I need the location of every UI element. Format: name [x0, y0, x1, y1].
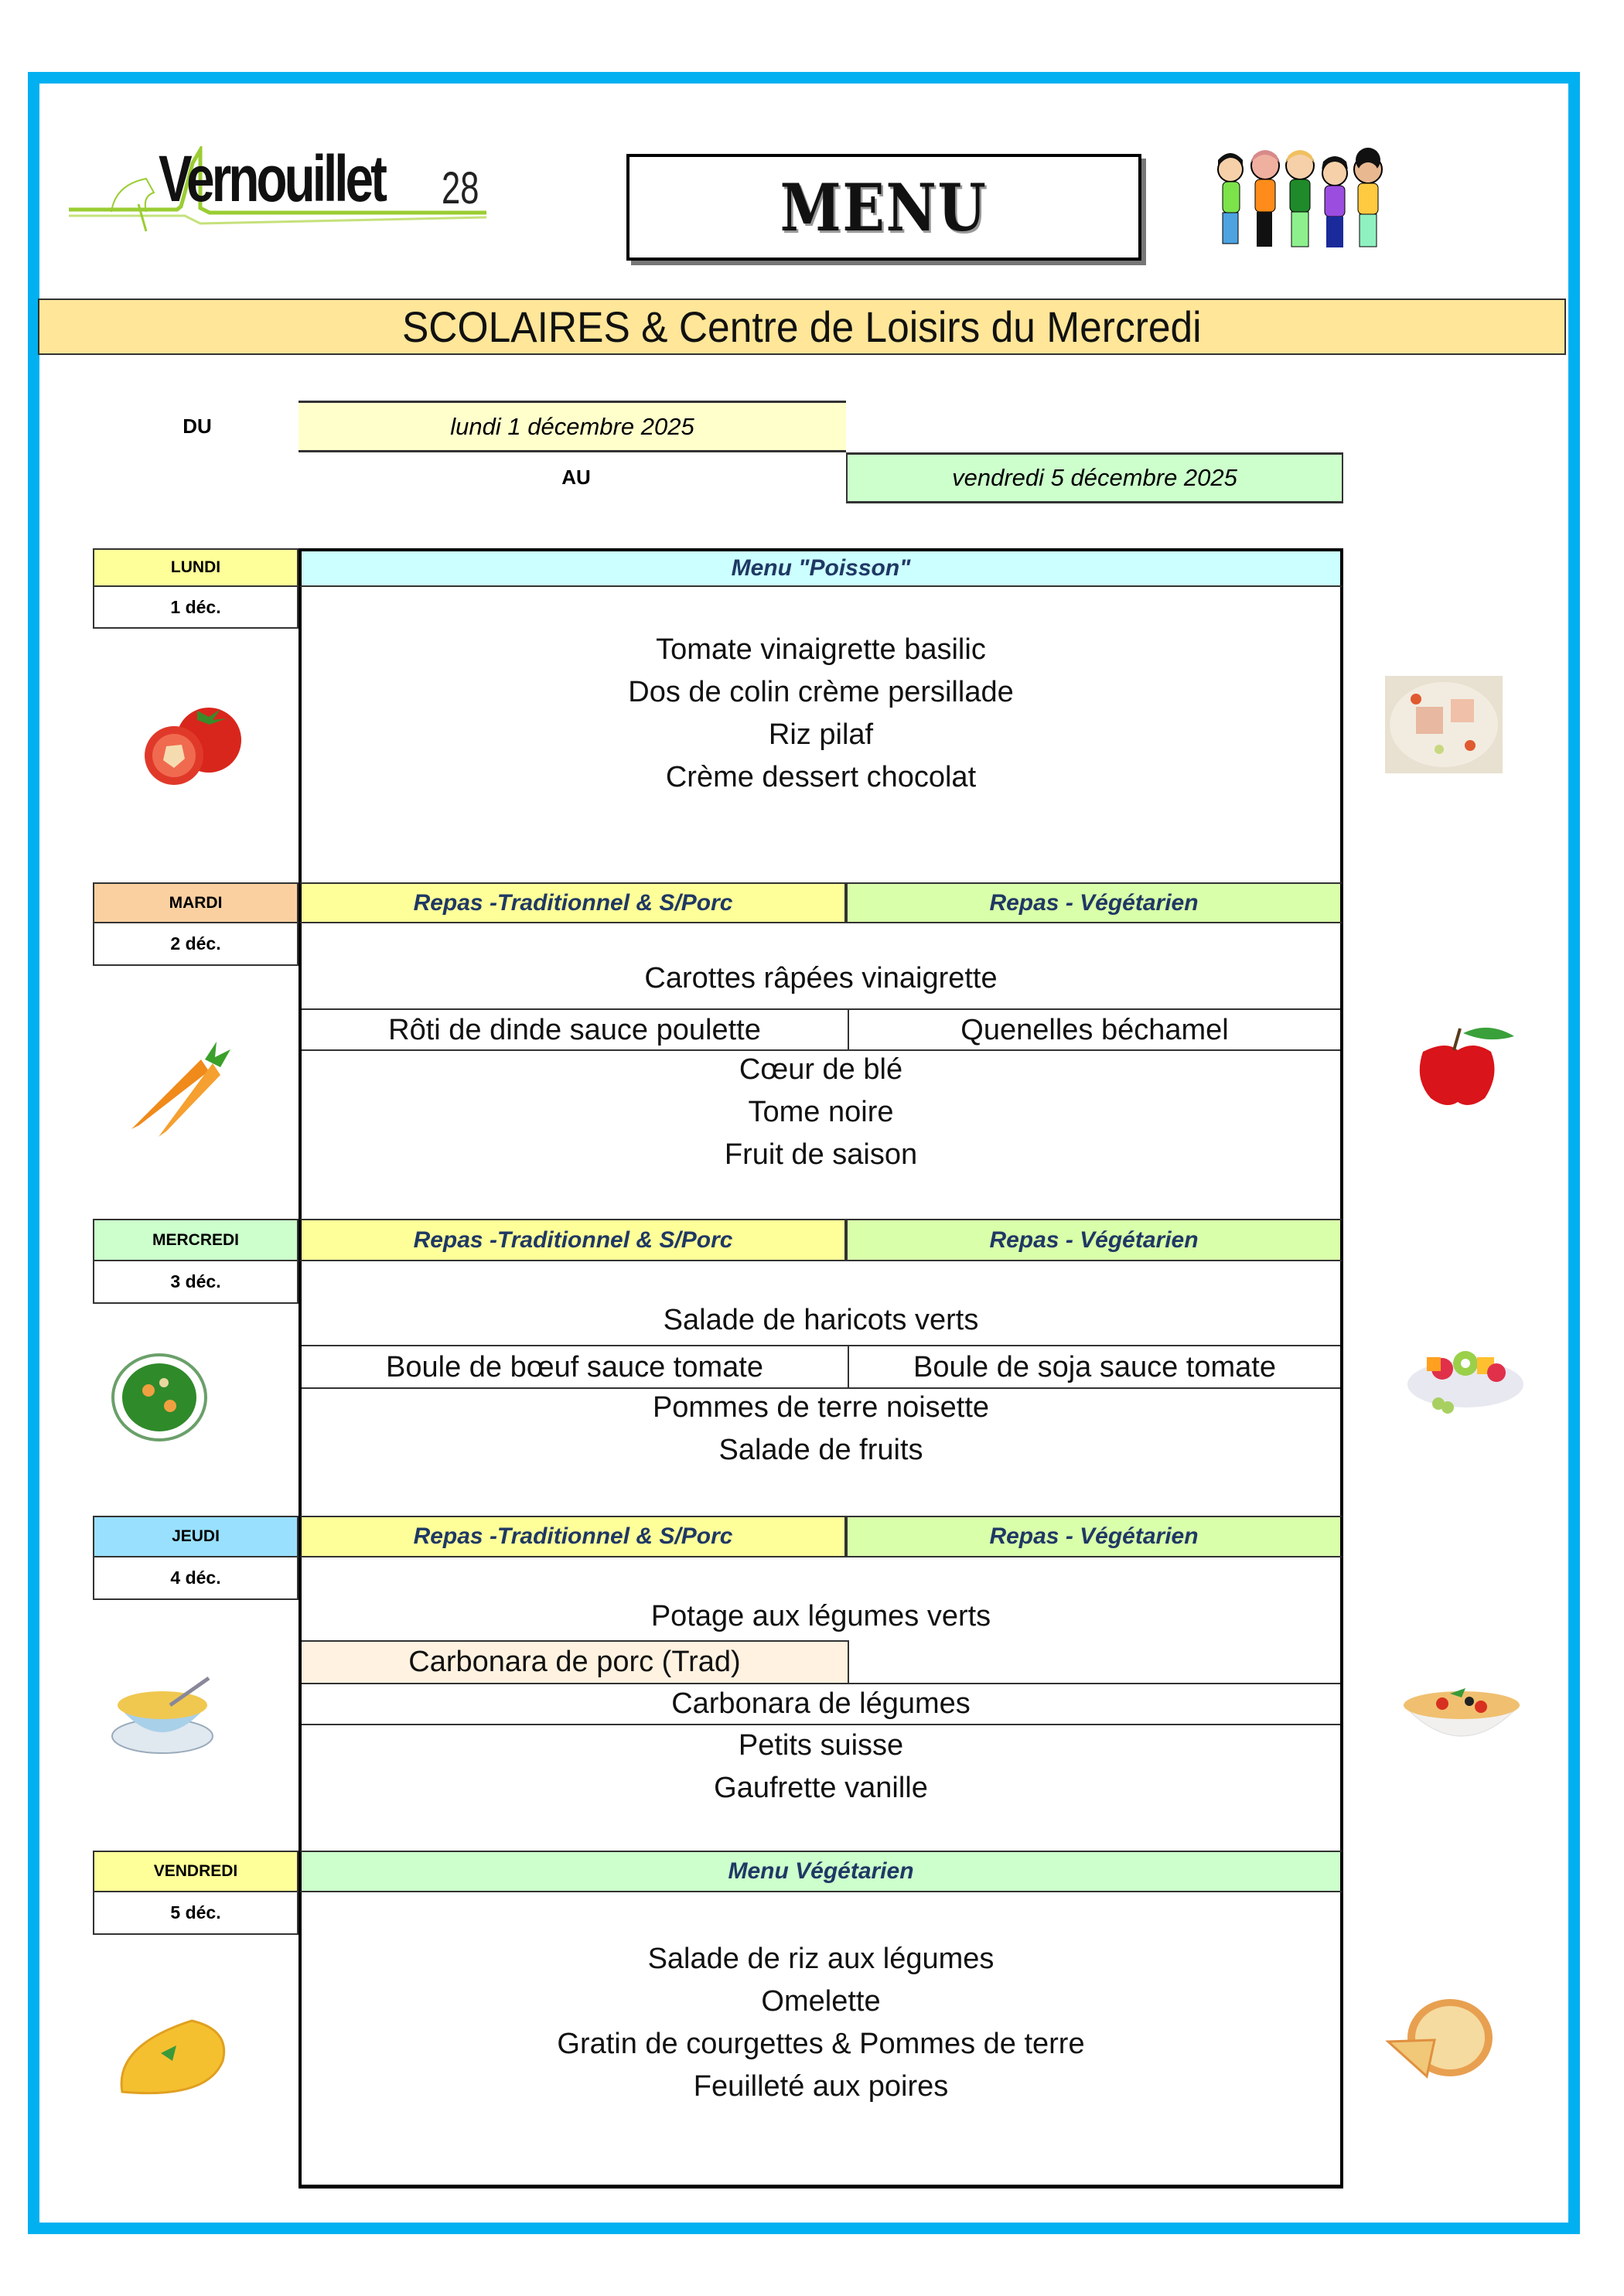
page-subtitle: SCOLAIRES & Centre de Loisirs du Mercredi	[402, 302, 1202, 351]
day-date-lundi: 1 déc.	[93, 587, 299, 629]
day-date-mercredi: 3 déc.	[93, 1261, 299, 1304]
to-label: AU	[561, 466, 591, 489]
main-course-row	[302, 1345, 1340, 1389]
to-date	[846, 452, 1343, 503]
day-label-jeudi: JEUDI	[93, 1516, 299, 1557]
dish: Pommes de terre noisette	[652, 1391, 990, 1424]
day-label-mercredi: MERCREDI	[93, 1219, 299, 1261]
header-traditionnel-text: Repas -Traditionnel & S/Porc	[413, 1226, 733, 1253]
dish: Tome noire	[748, 1096, 894, 1128]
day-label-mardi: MARDI	[93, 882, 299, 923]
dish: Omelette	[761, 1985, 881, 2018]
main-course-row	[302, 1008, 1340, 1051]
menu-title-box	[626, 154, 1141, 261]
menu-title-vegetarien: Menu Végétarien	[728, 1858, 914, 1884]
dish: Petits suisse	[738, 1729, 904, 1762]
menu-body-vendredi	[299, 1892, 1343, 2189]
menu-title-poisson: Menu "Poisson"	[731, 555, 911, 581]
menu-body-mardi	[299, 923, 1343, 1219]
omelette-icon	[114, 2015, 238, 2103]
child-figure-icon	[1218, 153, 1243, 244]
green-beans-icon	[110, 1352, 209, 1443]
day-date-mardi: 2 déc.	[93, 923, 299, 966]
dish-main-traditionnel: Carbonara de porc (Trad)	[302, 1640, 849, 1683]
dish: Salade de riz aux légumes	[647, 1943, 995, 1975]
dish-starter: Potage aux légumes verts	[650, 1600, 991, 1632]
vernouillet-logo	[69, 142, 486, 235]
dish: Gratin de courgettes & Pommes de terre	[557, 2028, 1085, 2060]
menu-header-vegetarien	[846, 1219, 1343, 1261]
dish: Fruit de saison	[724, 1138, 918, 1171]
menu-header-traditionnel	[299, 882, 846, 923]
menu-header-vegetarien	[846, 1516, 1343, 1557]
from-label: DU	[183, 415, 212, 438]
header-traditionnel-text: Repas -Traditionnel & S/Porc	[413, 889, 733, 916]
header-vegetarien-text: Repas - Végétarien	[989, 889, 1199, 916]
day-date-jeudi: 4 déc.	[93, 1557, 299, 1600]
header-traditionnel-text: Repas -Traditionnel & S/Porc	[413, 1523, 733, 1549]
kids-illustration	[1199, 146, 1402, 252]
fish-stew-photo	[1385, 676, 1503, 773]
day-label-vendredi: VENDREDI	[93, 1851, 299, 1892]
carrots-icon	[116, 1040, 240, 1137]
from-date	[299, 401, 846, 452]
dish: Dos de colin crème persillade	[628, 676, 1014, 708]
dish: Riz pilaf	[768, 718, 874, 751]
dish-starter: Carottes râpées vinaigrette	[644, 962, 998, 994]
header-vegetarien-text: Repas - Végétarien	[989, 1226, 1199, 1253]
dish: Gaufrette vanille	[714, 1772, 928, 1804]
subtitle-band	[38, 299, 1566, 355]
dish: Cœur de blé	[739, 1053, 903, 1086]
menu-header-traditionnel	[299, 1516, 846, 1557]
menu-header-traditionnel	[299, 1219, 846, 1261]
soup-bowl-icon	[108, 1674, 217, 1759]
pear-tart-icon	[1384, 1995, 1496, 2080]
menu-header-vegetarien	[846, 882, 1343, 923]
menu-body-lundi	[299, 587, 1343, 882]
dish-main-traditionnel: Boule de bœuf sauce tomate	[302, 1346, 849, 1389]
menu-header-vegetarien	[299, 1851, 1343, 1892]
pasta-bowl-icon	[1396, 1674, 1527, 1752]
tomato-icon	[135, 700, 251, 789]
dish: Feuilleté aux poires	[693, 2070, 949, 2103]
dish-main-traditionnel: Rôti de dinde sauce poulette	[302, 1010, 849, 1051]
day-label-lundi: LUNDI	[93, 548, 299, 587]
dish: Tomate vinaigrette basilic	[656, 633, 986, 666]
menu-body-jeudi	[299, 1557, 1343, 1851]
to-date-text: vendredi 5 décembre 2025	[952, 464, 1237, 491]
apple-icon	[1400, 1021, 1520, 1110]
dish-main-vegetarien: Carbonara de légumes	[302, 1683, 1340, 1725]
dish-main-vegetarien: Quenelles béchamel	[960, 1014, 1229, 1046]
page-title: MENU	[780, 169, 988, 246]
dish: Crème dessert chocolat	[665, 761, 977, 793]
dish-main-vegetarien: Boule de soja sauce tomate	[913, 1351, 1276, 1383]
fruit-salad-icon	[1400, 1326, 1531, 1431]
menu-header-poisson	[299, 548, 1343, 587]
menu-body-mercredi	[299, 1261, 1343, 1516]
header-vegetarien-text: Repas - Végétarien	[989, 1523, 1199, 1549]
logo-text: Vernouillet	[159, 142, 385, 215]
dish: Salade de fruits	[718, 1434, 923, 1466]
day-date-vendredi: 5 déc.	[93, 1892, 299, 1935]
from-date-text: lundi 1 décembre 2025	[450, 412, 694, 440]
dish-starter: Salade de haricots verts	[663, 1304, 979, 1336]
logo-number: 28	[442, 163, 479, 213]
